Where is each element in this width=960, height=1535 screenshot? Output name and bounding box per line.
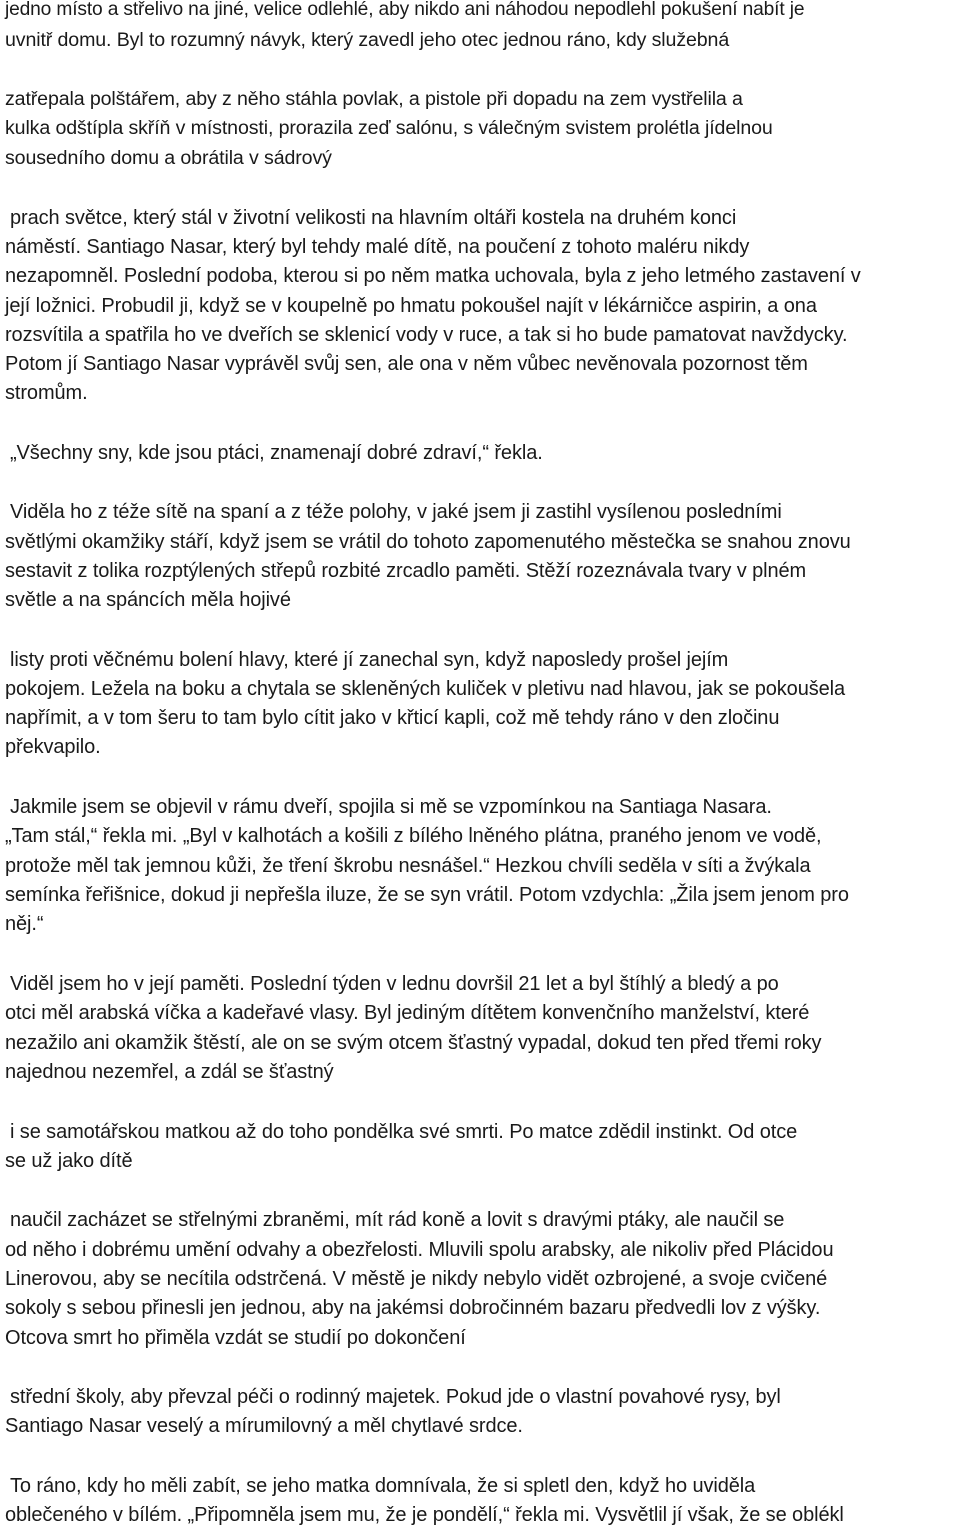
text-line: Viděla ho z téže sítě na spaní a z téže polohy, v jaké jsem ji zastihl vysílenou posledními xyxy=(10,501,782,523)
text-line: semínka řeřišnice, dokud ji nepřešla iluze, že se syn vrátil. Potom vzdychla: „Žila jsem jenom pro xyxy=(5,884,849,906)
text-line: se už jako dítě xyxy=(5,1150,133,1172)
text-line: napřímit, a v tom šeru to tam bylo cítit jako v křticí kapli, což mě tehdy ráno v den zločinu xyxy=(5,707,780,729)
text-line: sousedního domu a obrátila v sádrový xyxy=(5,147,332,169)
text-line: světle a na spáncích měla hojivé xyxy=(5,589,291,611)
text-line: nezapomněl. Poslední podoba, kterou si po něm matka uchovala, byla z jeho letmého zastavení v xyxy=(5,265,861,287)
text-line: To ráno, kdy ho měli zabít, se jeho matka domnívala, že si spletl den, když ho uviděla xyxy=(10,1475,756,1497)
text-line: „Tam stál,“ řekla mi. „Byl v kalhotách a košili z bílého lněného plátna, praného jenom ve vodě, xyxy=(5,825,822,847)
text-line: najednou nezemřel, a zdál se šťastný xyxy=(5,1061,334,1083)
text-line: náměstí. Santiago Nasar, který byl tehdy malé dítě, na poučení z tohoto maléru nikdy xyxy=(5,236,750,258)
text-line: nezažilo ani okamžik štěstí, ale on se svým otcem šťastný vypadal, dokud ten před třemi roky xyxy=(5,1032,822,1054)
text-line: Otcova smrt ho přiměla vzdát se studií po dokončení xyxy=(5,1327,466,1349)
text-line: Santiago Nasar veselý a mírumilovný a měl chytlavé srdce. xyxy=(5,1415,523,1437)
text-line: oblečeného v bílém. „Připomněla jsem mu, že je pondělí,“ řekla mi. Vysvětlil jí však, že se oblékl xyxy=(5,1504,844,1526)
text-line: otci měl arabská víčka a kadeřavé vlasy. Byl jediným dítětem konvenčního manželství, které xyxy=(5,1002,810,1024)
text-line: Potom jí Santiago Nasar vyprávěl svůj sen, ale ona v něm vůbec nevěnovala pozornost těm xyxy=(5,353,808,375)
text-line: kulka odštípla skříň v místnosti, prorazila zeď salónu, s válečným svistem prolétla jídelnou xyxy=(5,117,773,139)
text-line: překvapilo. xyxy=(5,736,101,758)
text-line: i se samotářskou matkou až do toho pondělka své smrti. Po matce zdědil instinkt. Od otce xyxy=(10,1121,798,1143)
text-line: sestavit z tolika rozptýlených střepů rozbité zrcadlo paměti. Stěží rozeznávala tvary v plném xyxy=(5,560,807,582)
text-line: naučil zacházet se střelnými zbraněmi, mít rád koně a lovit s dravými ptáky, ale naučil se xyxy=(10,1209,785,1231)
text-line: listy proti věčnému bolení hlavy, které jí zanechal syn, když naposledy prošel jejím xyxy=(10,649,729,671)
text-line: střední školy, aby převzal péči o rodinný majetek. Pokud jde o vlastní povahové rysy, byl xyxy=(10,1386,781,1408)
text-line: Jakmile jsem se objevil v rámu dveří, spojila si mě se vzpomínkou na Santiaga Nasara. xyxy=(10,796,772,818)
text-line: Linerovou, aby se necítila odstrčená. V městě je nikdy nebylo vidět ozbrojené, a svoje cvičené xyxy=(5,1268,828,1290)
text-line: zatřepala polštářem, aby z něho stáhla povlak, a pistole při dopadu na zem vystřelila a xyxy=(5,88,743,110)
text-line: „Všechny sny, kde jsou ptáci, znamenají dobré zdraví,“ řekla. xyxy=(10,442,543,464)
text-line: její ložnici. Probudil ji, když se v koupelně po hmatu pokoušel najít v lékárničce aspirin, a ona xyxy=(5,295,817,317)
text-line: od něho i dobrému umění odvahy a obezřelosti. Mluvili spolu arabsky, ale nikoliv před Plácidou xyxy=(5,1239,834,1261)
text-line: jedno místo a střelivo na jiné, velice odlehlé, aby nikdo ani náhodou nepodlehl pokušení nabít je xyxy=(5,0,805,20)
text-line: protože měl tak jemnou kůži, že tření škrobu nesnášel.“ Hezkou chvíli seděla v síti a žvýkala xyxy=(5,855,811,877)
text-line: něj.“ xyxy=(5,913,44,935)
text-line: Viděl jsem ho v její paměti. Poslední týden v lednu dovršil 21 let a byl štíhlý a bledý a po xyxy=(10,973,779,995)
text-line: prach světce, který stál v životní velikosti na hlavním oltáři kostela na druhém konci xyxy=(10,207,737,229)
text-line: sokoly s sebou přinesli jen jednou, aby na jakémsi dobročinném bazaru předvedli lov z výšky. xyxy=(5,1297,821,1319)
text-line: uvnitř domu. Byl to rozumný návyk, který zavedl jeho otec jednou ráno, kdy služebná xyxy=(5,29,730,51)
text-line: stromům. xyxy=(5,382,88,404)
text-line: pokojem. Ležela na boku a chytala se skleněných kuliček v pletivu nad hlavou, jak se pokoušela xyxy=(5,678,846,700)
text-line: rozsvítila a spatřila ho ve dveřích se sklenicí vody v ruce, a tak si ho bude pamatovat navždycky. xyxy=(5,324,848,346)
text-line: světlými okamžiky stáří, když jsem se vrátil do tohoto zapomenutého městečka se snahou znovu xyxy=(5,531,851,553)
